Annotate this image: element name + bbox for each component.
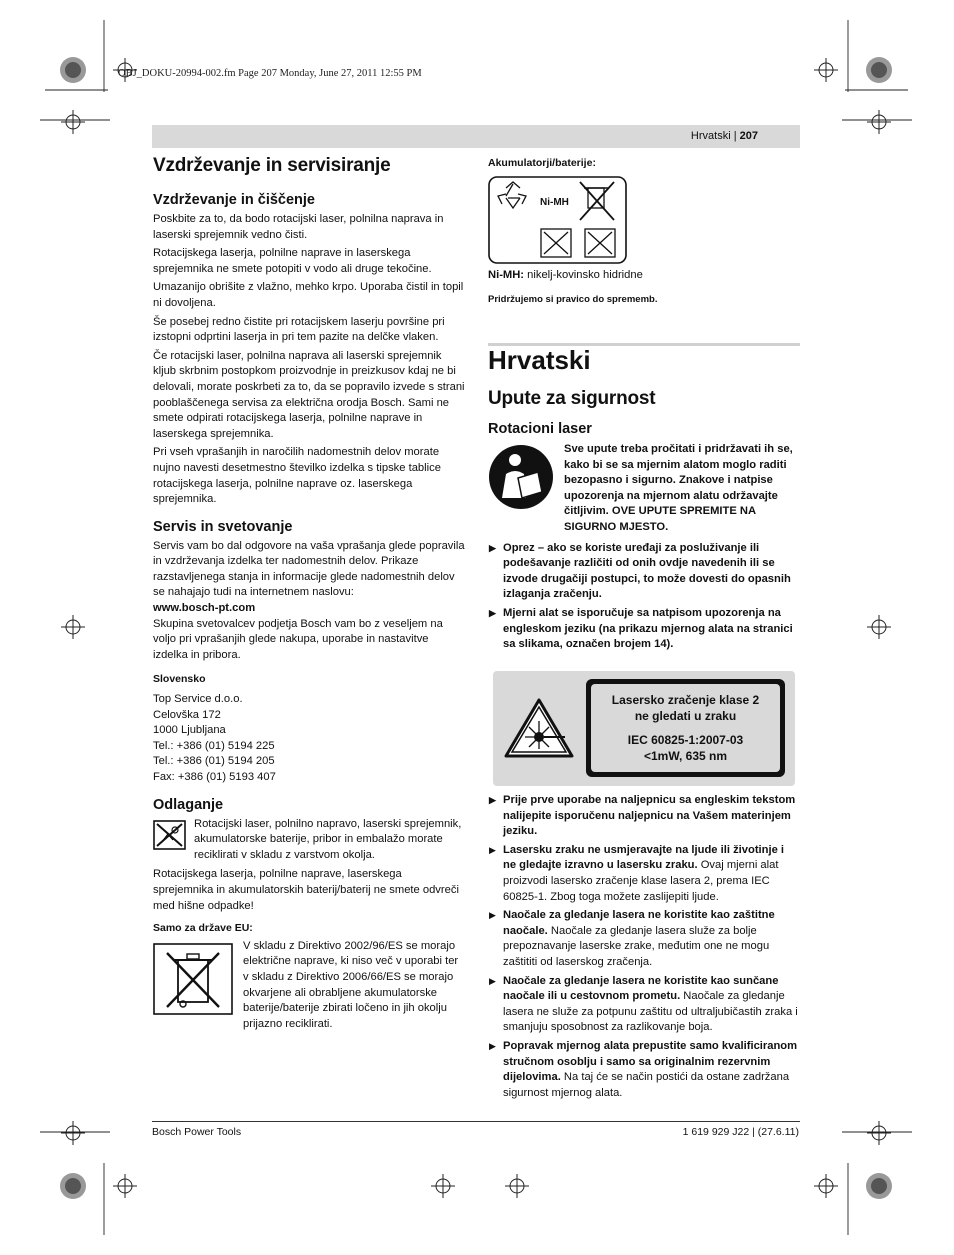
- bullet-arrow-icon: ▶: [489, 975, 496, 986]
- language-title: Hrvatski: [488, 345, 591, 375]
- paragraph: Rotacijskega laserja, polnilne naprave, laserskega sprejemnika in akumulatorskih baterij/baterij ne smete odvreči med hišne odpadke!: [153, 868, 459, 912]
- address-line: 1000 Ljubljana: [153, 724, 226, 737]
- eu-label: Samo za države EU:: [153, 922, 253, 935]
- paragraph: Poskbite za to, da bodo rotacijski laser, polnilna naprava in laserski sprejemnik vedno čisti.: [153, 213, 444, 241]
- bullet-text: Ovaj mjerni alat proizvodi lasersko zračenje klase lasera 2, prema IEC 60825-1. Zbog toga možete zaslijepiti ljude.: [503, 859, 779, 903]
- bullet-text: Na taj će se način postići da ostane zadržana sigurnost mjernog alata.: [503, 1071, 790, 1099]
- bullet-item: [488, 974, 800, 1036]
- recycling-icon: [153, 820, 186, 850]
- paragraph: Servis vam bo dal odgovore na vaša vprašanja glede popravila in vzdrževanja izdelka ter nadomestnih delov. Prikaze razstavljenega stanja in informacije glede nadomestnih delov se nahajajo tudi na internetnem naslovu:: [153, 539, 465, 599]
- nimh-description: nikelj-kovinsko hidridne: [524, 269, 643, 281]
- phone-line: Tel.: +386 (01) 5194 225: [153, 739, 275, 752]
- address-block: [153, 692, 465, 786]
- nimh-term: Ni-MH:: [488, 269, 525, 281]
- laser-warning-label: [493, 671, 795, 786]
- paragraph: Rotacijskega laserja, polnilne naprave in laserskega sprejemnika ne smete potopiti v vodo ali druge tekočine.: [153, 247, 432, 275]
- right-column: [488, 345, 800, 656]
- address-line: Top Service d.o.o.: [153, 693, 243, 706]
- paragraph: Skupina svetovalcev podjetja Bosch vam bo z veseljem na voljo pri vprašanjih glede nakupa, uporabe in nastavitve izdelka in pribora.: [153, 617, 443, 661]
- heading-cleaning: Vzdrževanje in čiščenje: [153, 192, 315, 208]
- bullet-item: [488, 606, 800, 653]
- page-number: 207: [739, 130, 758, 142]
- battery-disposal-icons: [488, 176, 627, 264]
- heading-rotation-laser: Rotacioni laser: [488, 421, 592, 437]
- nimh-definition: [488, 269, 643, 281]
- bullet-text: Oprez – ako se koriste uređaji za posluživanje ili podešavanje različiti od onih ovdje navedenih ili se izvode drugačiji postupci, to može dovesti do opasnih izlaganja zračenju.: [503, 541, 791, 601]
- paragraph: Še posebej redno čistite pri rotacijskem laserju površine pri izstopni odprtini laserja in pri tem pazite na delčke vlaken.: [153, 315, 445, 344]
- bullet-item: [488, 843, 800, 905]
- label-class-line: Lasersko zračenje klase 2: [611, 693, 760, 707]
- left-column: [153, 154, 465, 1032]
- heading-service: Servis in svetovanje: [153, 518, 293, 535]
- bullet-text: Naočale za gledanje lasera služe za bolje prepoznavanje laserske zrake, međutim one ne mogu zaštititi od laserskog zračenja.: [503, 924, 770, 968]
- bullet-text: Naočale za gledanje lasera ne služe za potpunu zaštitu od ultraljubičastih zraka i smanjuju sposobnost za razlikovanje boja.: [503, 990, 798, 1034]
- bullet-text: Mjerni alat se isporučuje sa natpisom upozorenja na engleskom jeziku (na prikazu mjernog alata na stranici sa slikama, označen brojem 14).: [503, 606, 793, 651]
- footer-brand: Bosch Power Tools: [152, 1126, 242, 1138]
- heading-disposal: Odlaganje: [153, 796, 224, 813]
- battery-label: Akumulatorji/baterije:: [488, 157, 596, 169]
- bullet-arrow-icon: ▶: [489, 844, 496, 855]
- right-column-bullets: [488, 793, 800, 1104]
- label-standard-line: IEC 60825-1:2007-03: [627, 733, 744, 747]
- bullet-item: [488, 793, 800, 840]
- paragraph: Če rotacijski laser, polnilna naprava ali laserski sprejemnik kljub skrbnim postopkom proizvodnje in preizkusov kdaj ne bi delovali, morate poskrbeti za to, da se popravilo izvede s strani pooblaščenega servisa za električna orodja Bosch. Sami ne smete odpirati rotacijskega laserja, polnilne naprave in laserskega sprejemnika.: [153, 349, 465, 440]
- bullet-bold: Popravak mjernog alata prepustite samo kvalificiranom stručnom osoblju i samo sa originalnim rezervnim dijelovima.: [503, 1039, 798, 1084]
- disposal-icon-text: Rotacijski laser, polnilno napravo, laserski sprejemnik, akumulatorske baterije, pribor in embalažo morate reciklirati v skladu z varstvom okolja.: [194, 817, 462, 861]
- section-title-maintenance: Vzdrževanje in servisiranje: [153, 155, 391, 176]
- header-language: Hrvatski: [690, 130, 731, 142]
- document-slug: OBJ_DOKU-20994-002.fm Page 207 Monday, June 27, 2011 12:55 PM: [118, 68, 422, 79]
- bullet-text: Prije prve uporabe na naljepnicu sa engleskim tekstom nalijepite isporučenu naljepnicu na Vašem materinjem jeziku.: [503, 794, 796, 838]
- weee-bin-icon: [153, 943, 233, 1015]
- bullet-bold: Naočale za gledanje lasera ne koristite kao zaštitne naočale.: [503, 909, 775, 937]
- paragraph: Umazanijo obrišite z vlažno, mehko krpo. Uporaba čistil in topil ni dovoljena.: [153, 281, 464, 309]
- bullet-arrow-icon: ▶: [489, 542, 496, 553]
- read-manual-icon: [488, 444, 554, 510]
- bullet-arrow-icon: ▶: [489, 607, 496, 618]
- safety-title: Upute za sigurnost: [488, 388, 656, 409]
- bullet-item: [488, 1039, 800, 1101]
- eu-text: V skladu z Direktivo 2002/96/ES se morajo električne naprave, ki niso več v uporabi ter v skladu z Direktivo 2006/66/ES se morajo okvarjene ali obrabljene akumulatorske baterije/baterije zbirati ločeno in jih okolju prijazno reciklirati.: [243, 939, 459, 1030]
- bullet-arrow-icon: ▶: [489, 1040, 496, 1051]
- safety-intro: Sve upute treba pročitati i pridržavati ih se, kako bi se sa mjernim alatom moglo raditi bezopasno i sigurno. Znakove i natpise upozorenja na mjernom alatu održavajte čitljivim. OVE UPUTE SPREMITE NA SIGURNO MJESTO.: [564, 443, 793, 533]
- label-power-line: <1mW, 635 nm: [643, 749, 728, 763]
- laser-hazard-icon: [503, 697, 575, 759]
- header-page-label: Hrvatski | 207: [690, 130, 758, 142]
- bullet-bold: Lasersku zraku ne usmjeravajte na ljude ili životinje i ne gledajte izravno u lasersku zraku.: [503, 843, 785, 872]
- label-warning-line: ne gledati u zraku: [634, 709, 737, 723]
- phone-line: Tel.: +386 (01) 5194 205: [153, 755, 275, 768]
- footer-rule: [152, 1121, 800, 1122]
- reservation-note: Pridržujemo si pravico do sprememb.: [488, 294, 658, 305]
- fax-line: Fax: +386 (01) 5193 407: [153, 771, 276, 783]
- nimh-icon-label: Ni-MH: [540, 197, 569, 208]
- website-link[interactable]: www.bosch-pt.com: [153, 602, 256, 615]
- country-heading: Slovensko: [153, 673, 206, 686]
- bullet-item: [488, 541, 800, 603]
- footer-doc-number: 1 619 929 J22 | (27.6.11): [682, 1126, 799, 1138]
- bullet-item: [488, 908, 800, 970]
- bullet-bold: Naočale za gledanje lasera ne koristite kao sunčane naočale ili u cestovnom prometu.: [503, 974, 779, 1003]
- paragraph: Pri vseh vprašanjih in naročilih nadomestnih delov morate nujno navesti desetmestno številko izdelka s tipske tablice rotacijskega laserja, polnilne naprave oz. laserskega sprejemnika.: [153, 446, 441, 506]
- address-line: Celovška 172: [153, 708, 221, 721]
- bullet-arrow-icon: ▶: [489, 910, 496, 921]
- bullet-arrow-icon: ▶: [489, 795, 496, 805]
